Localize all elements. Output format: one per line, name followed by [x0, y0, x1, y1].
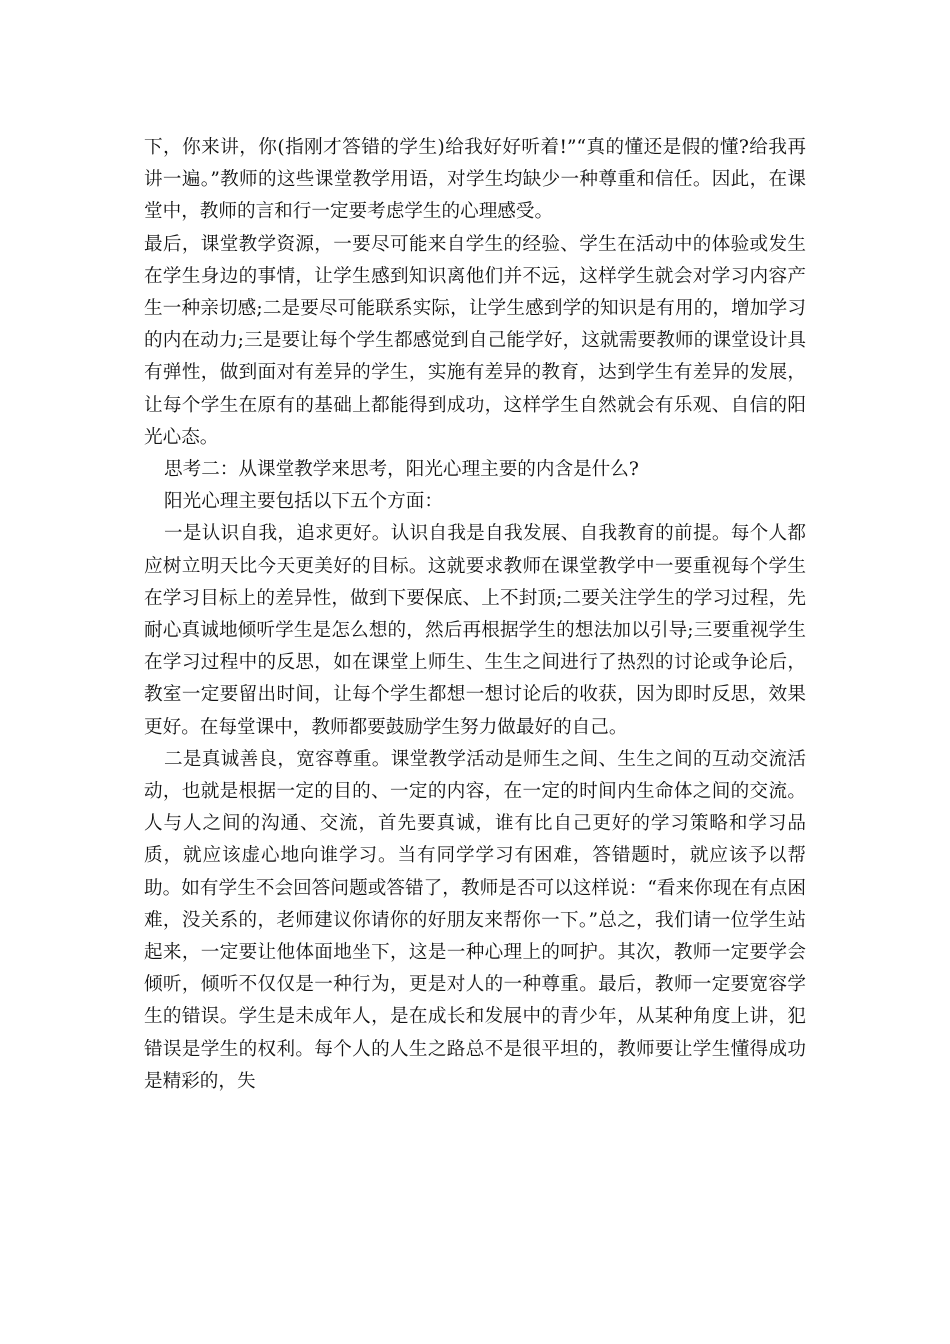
paragraph-reflection-two: 思考二：从课堂教学来思考，阳光心理主要的内含是什么?: [164, 459, 639, 481]
paragraph-five-aspects-intro: 阳光心理主要包括以下五个方面：: [164, 491, 443, 513]
paragraph-classroom-resources: 最后，课堂教学资源，一要尽可能来自学生的经验、学生在活动中的体验或发生在学生身边的事情，让学生感到知识离他们并不远，这样学生就会对学习内容产生一种亲切感;二是要尽可能联系实际，让学生感到学的知识是有用的，增加学习的内在动力;三是要让每个学生都感觉到自己能学好，这就需要教师的课堂设计具有弹性，做到面对有差异的学生，实施有差异的教育，达到学生有差异的发展，让每个学生在原有的基础上都能得到成功，这样学生自然就会有乐观、自信的阳光心态。: [144, 233, 806, 448]
paragraph-continuation: 下，你来讲，你(指刚才答错的学生)给我好好听着!”“真的懂还是假的懂?给我再讲一遍。”教师的这些课堂教学用语，对学生均缺少一种尊重和信任。因此，在课堂中，教师的言和行一定要考虑学生的心理感受。: [144, 137, 806, 223]
paragraph-aspect-one: 一是认识自我，追求更好。认识自我是自我发展、自我教育的前提。每个人都应树立明天比今天更美好的目标。这就要求教师在课堂教学中一要重视每个学生在学习目标上的差异性，做到下要保底、上不封顶;二要关注学生的学习过程，先耐心真诚地倾听学生是怎么想的，然后再根据学生的想法加以引导;三要重视学生在学习过程中的反思，如在课堂上师生、生生之间进行了热烈的讨论或争论后，教室一定要留出时间，让每个学生都想一想讨论后的收获，因为即时反思，效果更好。在每堂课中，教师都要鼓励学生努力做最好的自己。: [144, 523, 806, 738]
paragraph-aspect-two: 二是真诚善良，宽容尊重。课堂教学活动是师生之间、生生之间的互动交流活动，也就是根据一定的目的、一定的内容，在一定的时间内生命体之间的交流。人与人之间的沟通、交流，首先要真诚，谁有比自己更好的学习策略和学习品质，就应该虚心地向谁学习。当有同学学习有困难，答错题时，就应该予以帮助。如有学生不会回答问题或答错了，教师是否可以这样说：“看来你现在有点困难，没关系的，老师建议你请你的好朋友来帮你一下。”总之，我们请一位学生站起来，一定要让他体面地坐下，这是一种心理上的呵护。其次，教师一定要学会倾听，倾听不仅仅是一种行为，更是对人的一种尊重。最后，教师一定要宽容学生的错误。学生是未成年人，是在成长和发展中的青少年，从某种角度上讲，犯错误是学生的权利。每个人的人生之路总不是很平坦的，教师要让学生懂得成功是精彩的，失: [144, 748, 806, 1092]
document-body: [144, 132, 806, 1098]
